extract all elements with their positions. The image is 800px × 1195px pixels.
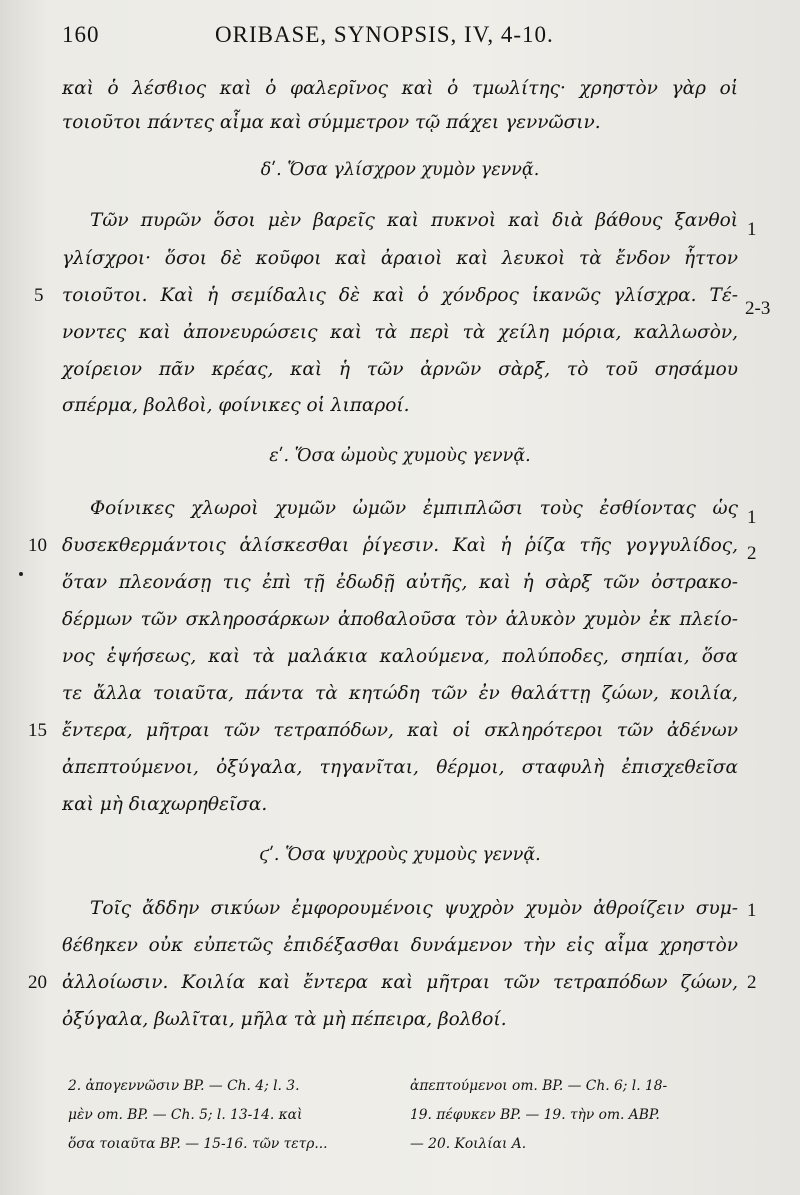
text-line: ὀξύγαλα, βωλῖται, μῆλα τὰ μὴ πέπειρα, βολϐοί. xyxy=(62,1009,507,1030)
text-line: ἔντερα, μῆτραι τῶν τετραπόδων, καὶ οἱ σκληρότεροι τῶν ἀδένων xyxy=(62,720,738,741)
footnote-line: μὲν om. BP. — Ch. 5; l. 13-14. καὶ xyxy=(68,1107,303,1123)
text-line: τε ἄλλα τοιαῦτα, πάντα τὰ κητώδη τῶν ἐν θαλάττῃ ζώων, κοιλία, xyxy=(62,683,738,704)
text-line: νοντες καὶ ἀπονευρώσεις καὶ τὰ περὶ τὰ χείλη μόρια, καλλωσὸν, xyxy=(62,322,738,343)
line-number: 15 xyxy=(28,720,47,741)
line-number: 10 xyxy=(28,535,47,556)
line-number: 20 xyxy=(28,972,47,993)
section-number: 2 xyxy=(747,972,757,993)
chapter-heading: εʹ. Ὅσα ὠμοὺς χυμοὺς γεννᾷ. xyxy=(269,446,531,466)
text-line: Φοίνικες χλωροὶ χυμῶν ὠμῶν ἐμπιπλῶσι τοὺς ἐσθίοντας ὡς xyxy=(90,498,738,519)
chapter-heading: ϛʹ. Ὅσα ψυχροὺς χυμοὺς γεννᾷ. xyxy=(259,845,541,865)
section-number: 1 xyxy=(747,507,757,528)
text-line: ὅταν πλεονάσῃ τις ἐπὶ τῇ ἐδωδῇ αὐτῆς, καὶ ἡ σὰρξ τῶν ὀστρακο- xyxy=(62,572,738,593)
text-line: ἀπεπτούμενοι, ὀξύγαλα, τηγανῖται, θέρμοι, σταφυλὴ ἐπισχεθεῖσα xyxy=(62,757,738,778)
text-line: τοιοῦτοι. Καὶ ἡ σεμίδαλις δὲ καὶ ὁ χόνδρος ἱκανῶς γλίσχρα. Τέ- xyxy=(62,285,738,306)
page-header xyxy=(62,22,742,58)
text-line: Τοῖς ἄδδην σικύων ἐμφορουμένοις ψυχρὸν χυμὸν ἀθροίζειν συμ- xyxy=(90,898,738,919)
section-number: 1 xyxy=(747,900,757,921)
text-line: ϐέϐηκεν οὐκ εὐπετῶς ἐπιδέξασθαι δυνάμενον τὴν εἰς αἷμα χρηστὸν xyxy=(62,935,738,956)
text-line: χοίρειον πᾶν κρέας, καὶ ἡ τῶν ἀρνῶν σὰρξ, τὸ τοῦ σησάμου xyxy=(62,359,738,380)
footnote-line: — 20. Κοιλίαι A. xyxy=(410,1136,527,1152)
margin-mark xyxy=(19,572,23,576)
page-number: 160 xyxy=(62,22,100,47)
text-line: τοιοῦτοι πάντες αἷμα καὶ σύμμετρον τῷ πάχει γεννῶσιν. xyxy=(62,112,601,133)
running-title: ORIBASE, SYNOPSIS, IV, 4-10. xyxy=(215,22,554,47)
text-line: δυσεκθερμάντοις ἁλίσκεσθαι ῥίγεσιν. Καὶ ἡ ῥίζα τῆς γογγυλίδος, xyxy=(62,535,738,556)
text-line: καὶ μὴ διαχωρηθεῖσα. xyxy=(62,794,268,815)
text-line: νος ἑψήσεως, καὶ τὰ μαλάκια καλούμενα, πολύποδες, σηπίαι, ὅσα xyxy=(62,646,738,667)
text-line: ἀλλοίωσιν. Κοιλία καὶ ἔντερα καὶ μῆτραι τῶν τετραπόδων ζώων, xyxy=(62,972,738,993)
text-line: σπέρμα, βολϐοὶ, φοίνικες οἱ λιπαροί. xyxy=(62,395,410,416)
section-number: 2 xyxy=(747,543,757,564)
chapter-heading: δʹ. Ὅσα γλίσχρον χυμὸν γεννᾷ. xyxy=(260,160,540,180)
text-line: γλίσχροι· ὅσοι δὲ κοῦφοι καὶ ἀραιοὶ καὶ λευκοὶ τὰ ἔνδον ἧττον xyxy=(62,248,738,269)
footnote-line: 2. ἀπογεννῶσιν BP. — Ch. 4; l. 3. xyxy=(68,1078,300,1094)
section-number: 1 xyxy=(747,219,757,240)
text-line: καὶ ὁ λέσϐιος καὶ ὁ φαλερῖνος καὶ ὁ τμωλίτης· χρηστὸν γὰρ οἱ xyxy=(62,78,738,99)
text-line: Τῶν πυρῶν ὅσοι μὲν βαρεῖς καὶ πυκνοὶ καὶ διὰ βάθους ξανθοὶ xyxy=(90,210,738,231)
footnote-line: 19. πέφυκεν BP. — 19. τὴν om. ABP. xyxy=(410,1107,660,1123)
section-number: 2-3 xyxy=(745,298,771,319)
line-number: 5 xyxy=(34,285,44,306)
text-line: δέρμων τῶν σκληροσάρκων ἀποϐαλοῦσα τὸν ἁλυκὸν χυμὸν ἐκ πλείο- xyxy=(62,609,738,630)
footnote-line: ἀπεπτούμενοι om. BP. — Ch. 6; l. 18- xyxy=(410,1078,668,1094)
footnote-line: ὅσα τοιαῦτα BP. — 15-16. τῶν τετρ... xyxy=(68,1136,328,1152)
